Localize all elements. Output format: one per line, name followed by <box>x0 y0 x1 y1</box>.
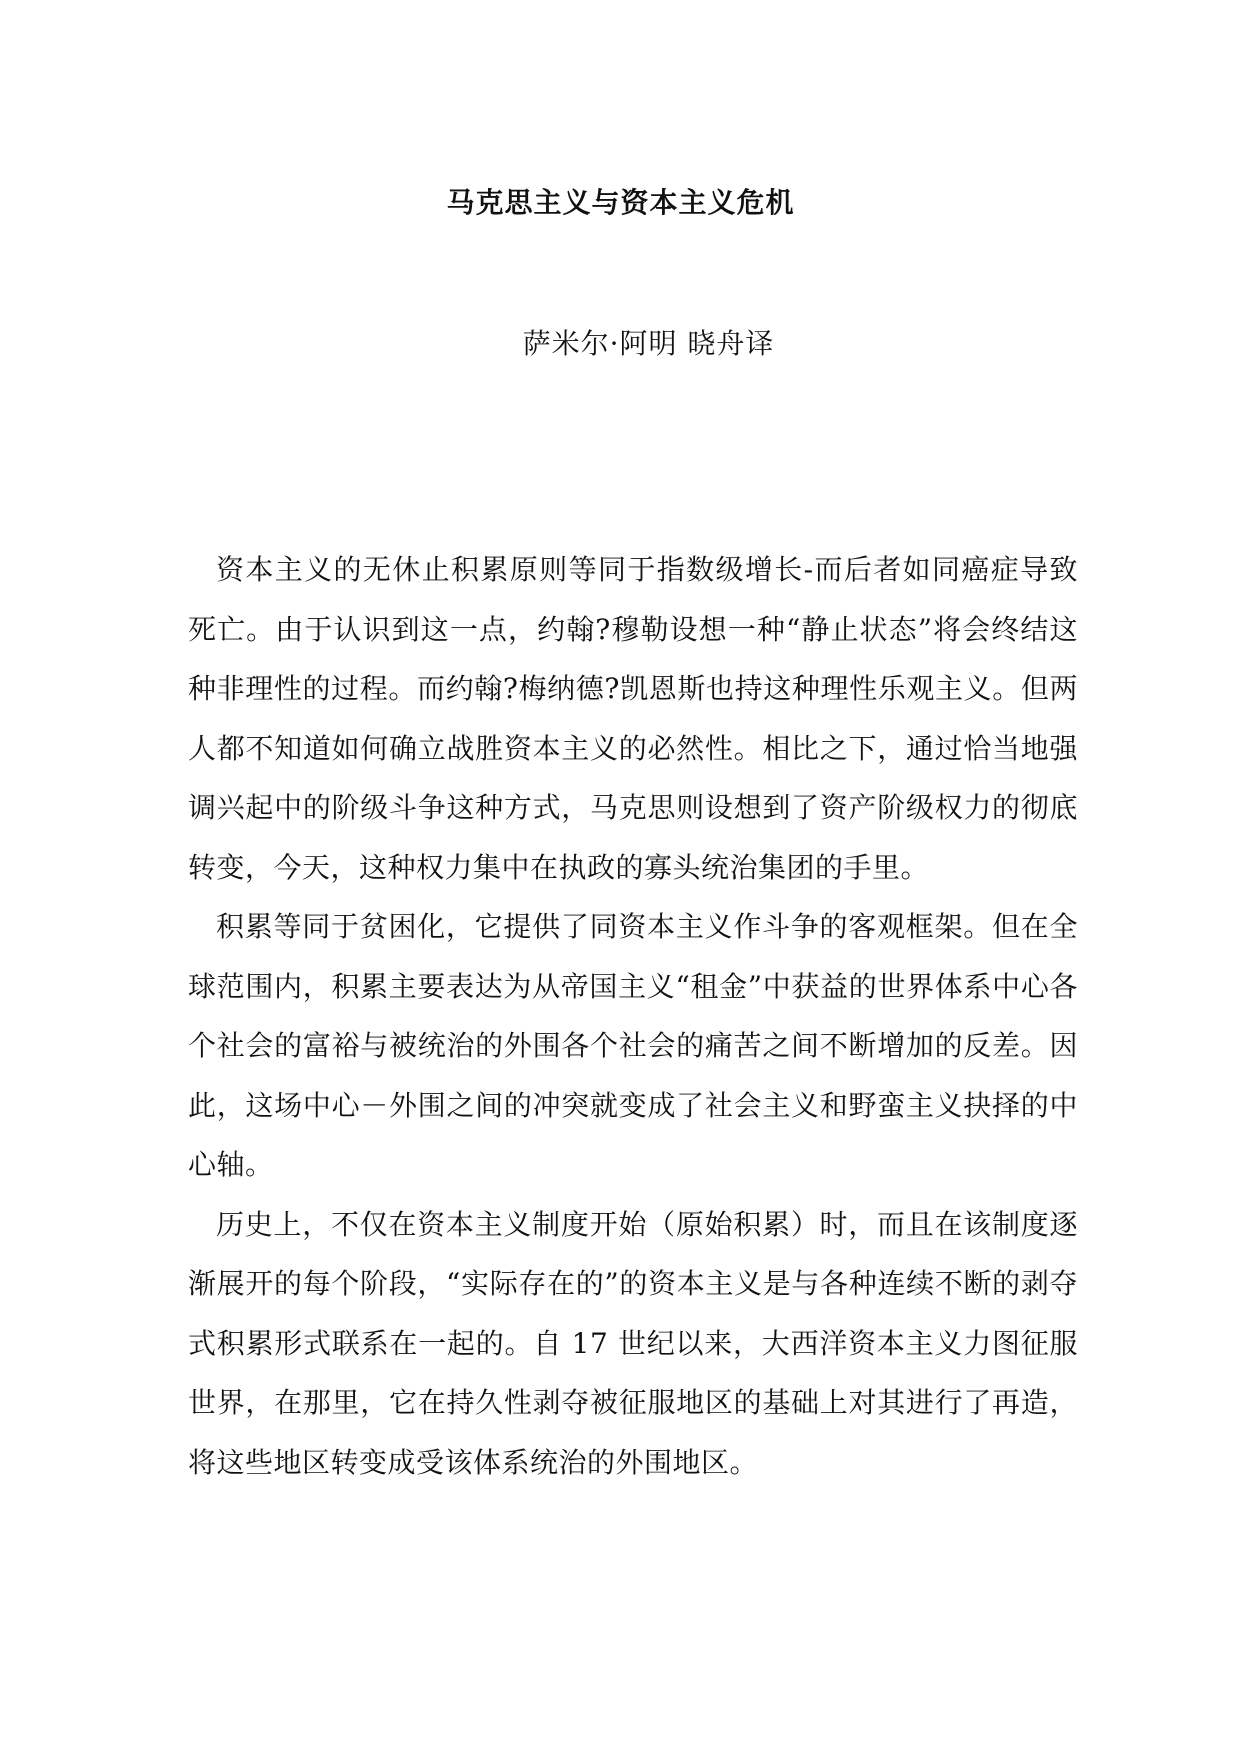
document-body <box>188 540 1078 1492</box>
paragraph: 积累等同于贫困化，它提供了同资本主义作斗争的客观框架。但在全球范围内，积累主要表达为从帝国主义“租金”中获益的世界体系中心各个社会的富裕与被统治的外围各个社会的痛苦之间不断增加的反差。因此，这场中心－外围之间的冲突就变成了社会主义和野蛮主义抉择的中心轴。 <box>188 910 1078 1181</box>
document-title: 马克思主义与资本主义危机 <box>446 185 795 219</box>
author-line: 萨米尔·阿明 晓舟译 <box>522 327 775 360</box>
paragraph: 资本主义的无休止积累原则等同于指数级增长-而后者如同癌症导致死亡。由于认识到这一点，约翰?穆勒设想一种“静止状态”将会终结这种非理性的过程。而约翰?梅纳德?凯恩斯也持这种理性乐观主义。但两人都不知道如何确立战胜资本主义的必然性。相比之下，通过恰当地强调兴起中的阶级斗争这种方式，马克思则设想到了资产阶级权力的彻底转变，今天，这种权力集中在执政的寡头统治集团的手里。 <box>188 553 1078 884</box>
paragraph: 历史上，不仅在资本主义制度开始（原始积累）时，而且在该制度逐渐展开的每个阶段，“实际存在的”的资本主义是与各种连续不断的剥夺式积累形式联系在一起的。自 17 世纪以来，大西洋资本主义力图征服世界，在那里，它在持久性剥夺被征服地区的基础上对其进行了再造，将这些地区转变成受该体系统治的外围地区。 <box>188 1207 1078 1479</box>
